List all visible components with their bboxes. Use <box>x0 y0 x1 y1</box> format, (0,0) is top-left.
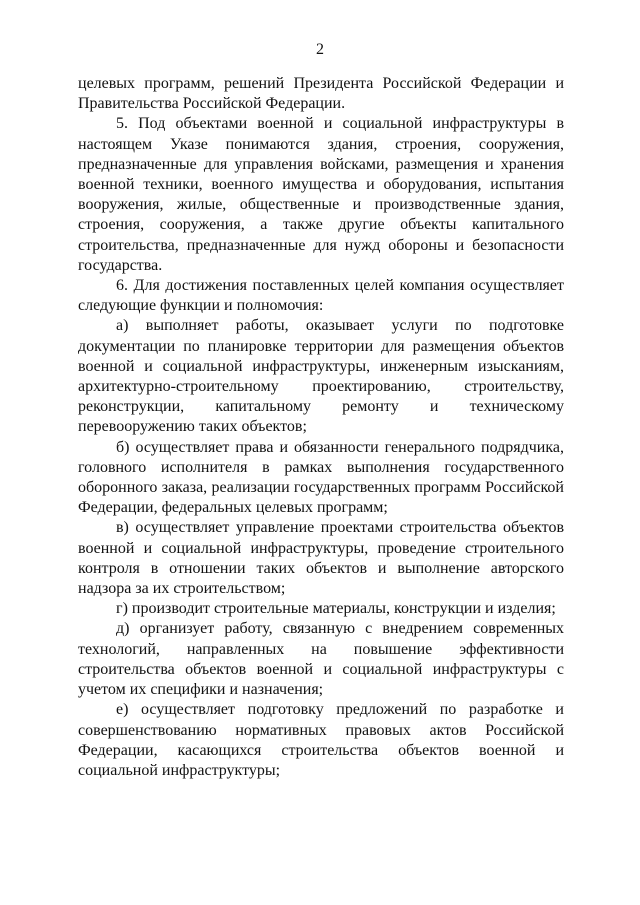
paragraph-subitem-d: д) организует работу, связанную с внедрением современных технологий, направленных на повышение эффективности строительства объектов военной и социальной инфраструктуры с учетом их специфики и назначения; <box>78 620 564 699</box>
document-body <box>78 74 564 781</box>
page-number: 2 <box>316 41 324 58</box>
paragraph-item-6: 6. Для достижения поставленных целей компания осуществляет следующие функции и полномочия: <box>78 277 564 315</box>
paragraph-continuation: целевых программ, решений Президента Российской Федерации и Правительства Российской Федерации. <box>78 75 564 113</box>
paragraph-subitem-g: г) производит строительные материалы, конструкции и изделия; <box>116 600 556 618</box>
paragraph-subitem-b: б) осуществляет права и обязанности генерального подрядчика, головного исполнителя в рамках выполнения государственного оборонного заказа, реализации государственных программ Российской Федерации, федеральных целевых программ; <box>78 438 564 517</box>
paragraph-item-5: 5. Под объектами военной и социальной инфраструктуры в настоящем Указе понимаются здания, строения, сооружения, предназначенные для управления войсками, размещения и хранения военной техники, военного имущества и оборудования, испытания вооружения, жилые, общественные и производственные здания, строения, сооружения, а также другие объекты капитального строительства, предназначенные для нужд обороны и безопасности государства. <box>78 115 564 274</box>
paragraph-subitem-e: е) осуществляет подготовку предложений по разработке и совершенствованию нормативных правовых актов Российской Федерации, касающихся строительства объектов военной и социальной инфраструктуры; <box>78 701 564 779</box>
paragraph-subitem-v: в) осуществляет управление проектами строительства объектов военной и социальной инфраструктуры, проведение строительного контроля в отношении таких объектов и выполнение авторского надзора за их строительством; <box>78 519 564 598</box>
paragraph-subitem-a: а) выполняет работы, оказывает услуги по подготовке документации по планировке территории для размещения объектов военной и социальной инфраструктуры, инженерным изысканиям, архитектурно-строительному проектированию, строительству, реконструкции, капитальному ремонту и техническому перевооружению таких объектов; <box>78 317 564 436</box>
